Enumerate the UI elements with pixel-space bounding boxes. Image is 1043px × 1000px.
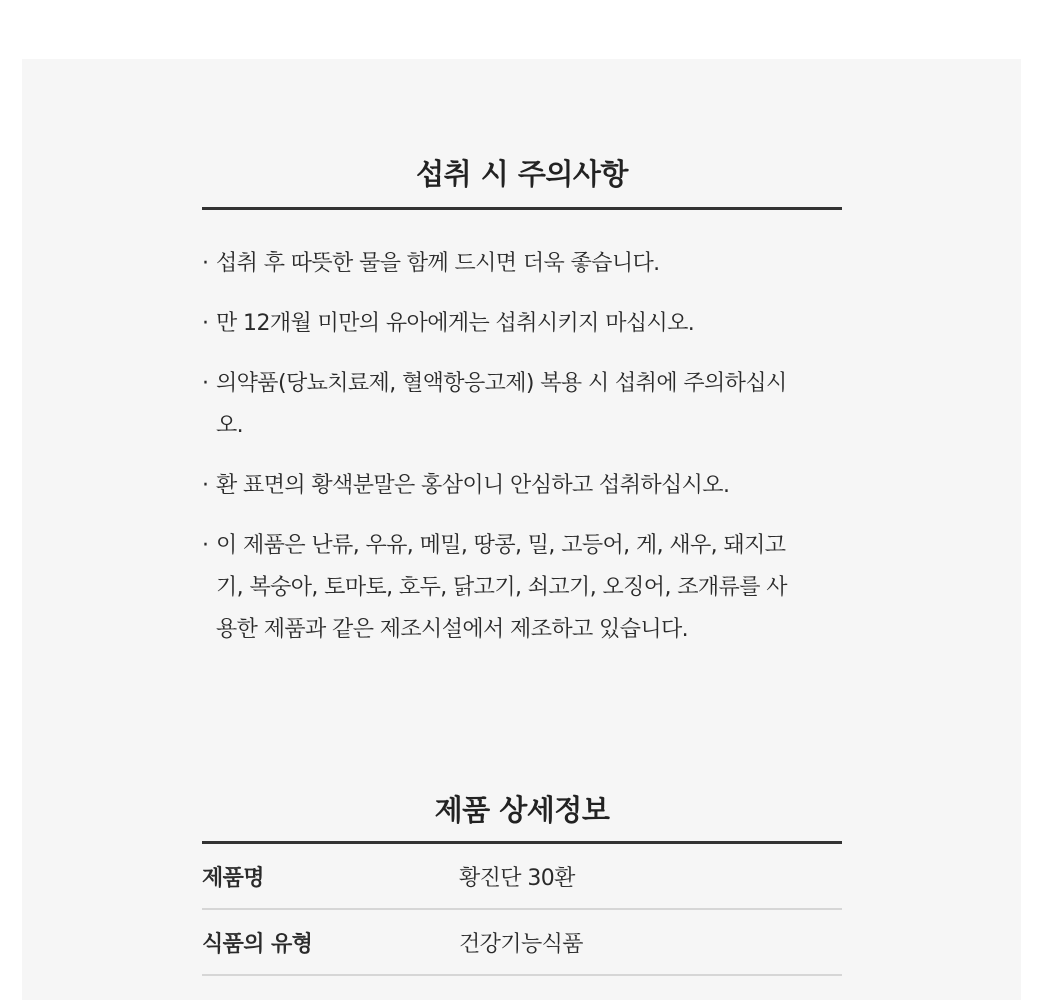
caution-title-divider xyxy=(202,207,842,210)
caution-list xyxy=(202,243,842,669)
bullet-dot: · xyxy=(202,473,209,498)
bullet-dot: · xyxy=(202,371,209,396)
details-row-value: 황진단 30환 xyxy=(459,865,575,891)
caution-item-text: 섭취 후 따뜻한 물을 함께 드시면 더욱 좋습니다. xyxy=(216,251,660,276)
caution-item-text: 이 제품은 난류, 우유, 메밀, 땅콩, 밀, 고등어, 게, 새우, 돼지고기, 복숭아, 토마토, 호두, 닭고기, 쇠고기, 오징어, 조개류를 사용한 제품과 같은 제조시설에서 제조하고 있습니다. xyxy=(216,533,787,642)
details-table xyxy=(202,844,842,976)
details-row-value: 건강기능식품 xyxy=(459,931,583,957)
content-panel xyxy=(22,59,1021,1000)
caution-item xyxy=(202,303,796,345)
caution-item xyxy=(202,525,796,651)
bullet-dot: · xyxy=(202,311,209,336)
details-row-key: 식품의 유형 xyxy=(202,931,313,957)
caution-item xyxy=(202,243,796,285)
details-row xyxy=(202,910,842,976)
caution-item-text: 의약품(당뇨치료제, 혈액항응고제) 복용 시 섭취에 주의하십시오. xyxy=(216,371,787,438)
details-row xyxy=(202,844,842,910)
caution-item xyxy=(202,363,796,447)
caution-item-text: 만 12개월 미만의 유아에게는 섭취시키지 마십시오. xyxy=(216,311,695,336)
caution-section-title: 섭취 시 주의사항 xyxy=(416,157,628,191)
details-section-title: 제품 상세정보 xyxy=(434,793,610,827)
caution-item xyxy=(202,465,796,507)
details-row-key: 제품명 xyxy=(202,865,264,891)
bullet-dot: · xyxy=(202,533,209,558)
bullet-dot: · xyxy=(202,251,209,276)
caution-item-text: 환 표면의 황색분말은 홍삼이니 안심하고 섭취하십시오. xyxy=(216,473,730,498)
